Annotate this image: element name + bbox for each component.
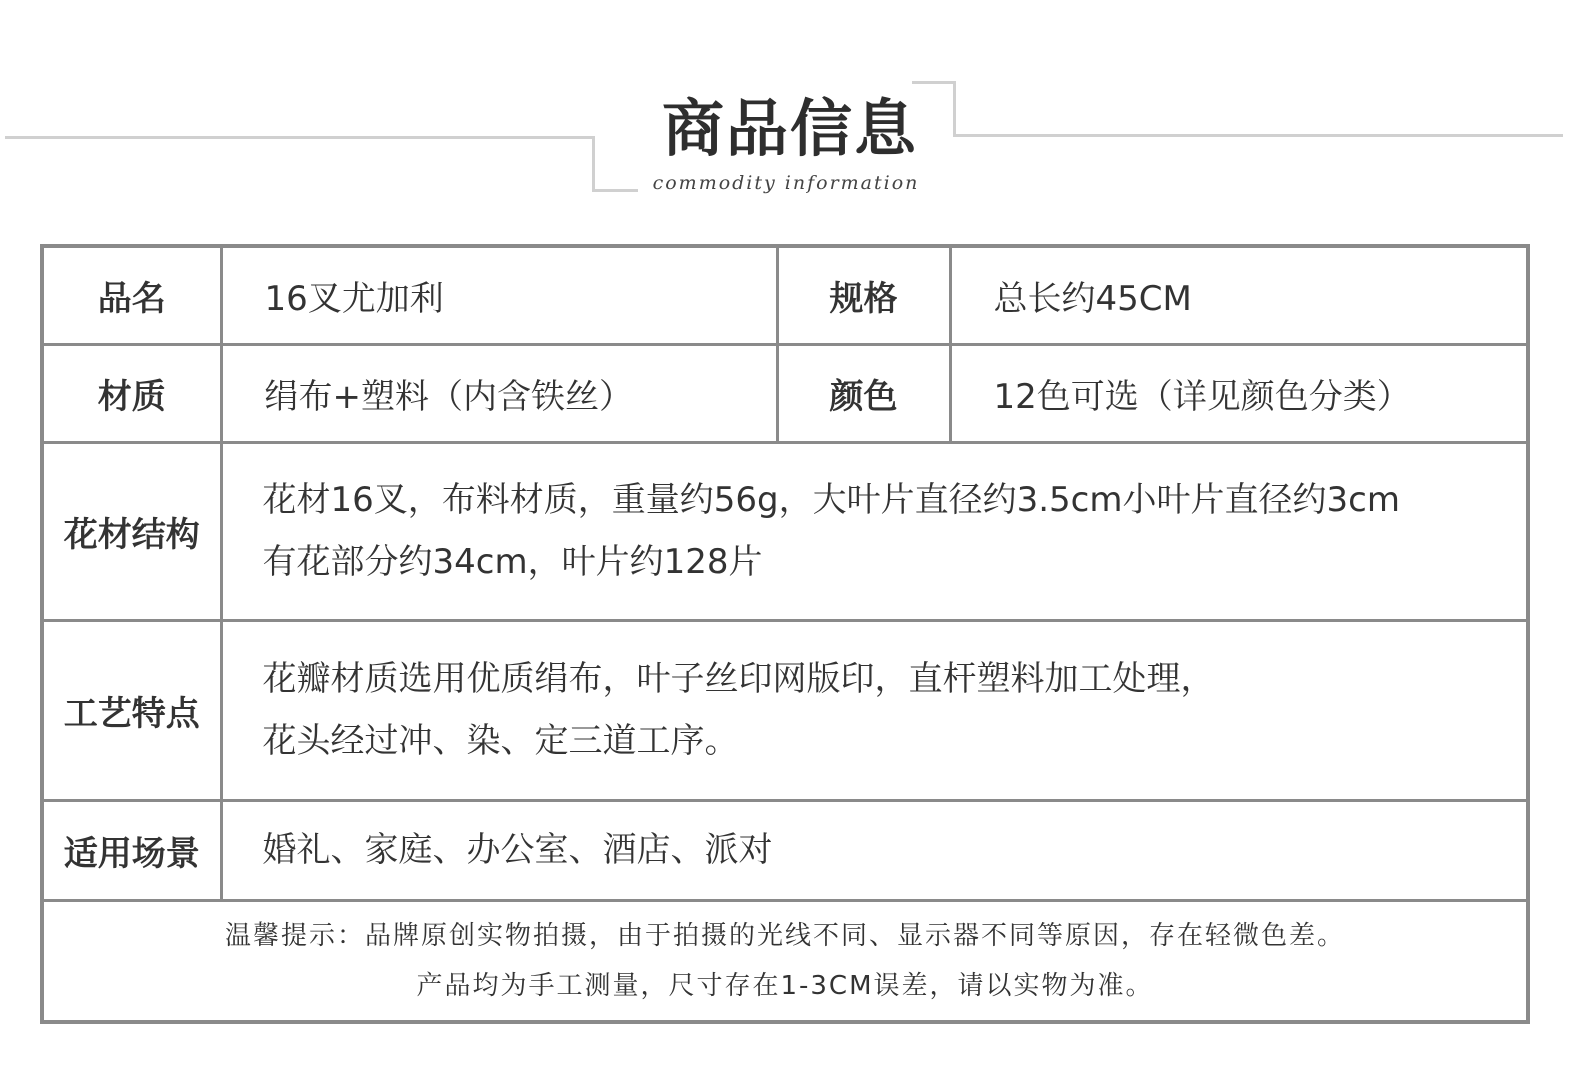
craft-label: 工艺特点 <box>42 620 221 800</box>
craft-line-1: 花瓣材质选用优质绢布，叶子丝印网版印，直杆塑料加工处理， <box>262 659 1215 699</box>
color-value: 12色可选（详见颜色分类） <box>950 344 1528 442</box>
spec-label: 规格 <box>777 246 950 344</box>
page-subtitle: commodity information <box>652 172 920 194</box>
table-row <box>42 442 1528 620</box>
spec-value: 总长约45CM <box>950 246 1528 344</box>
name-label: 品名 <box>42 246 221 344</box>
material-value: 绢布+塑料（内含铁丝） <box>221 344 777 442</box>
page-title: 商品信息 <box>661 92 918 165</box>
structure-label: 花材结构 <box>42 442 221 620</box>
structure-line-1: 花材16叉，布料材质，重量约56g，大叶片直径约3.5cm小叶片直径约3cm <box>262 480 1400 520</box>
name-value: 16叉尤加利 <box>221 246 777 344</box>
header-rule-left-foot <box>592 189 638 192</box>
header-rule-right <box>953 134 1563 137</box>
material-label: 材质 <box>42 344 221 442</box>
color-label: 颜色 <box>777 344 950 442</box>
table-row <box>42 800 1528 900</box>
scene-label: 适用场景 <box>42 800 221 900</box>
notice <box>42 900 1528 1022</box>
scene-value: 婚礼、家庭、办公室、酒店、派对 <box>221 800 1528 900</box>
table-row <box>42 620 1528 800</box>
product-info-table <box>40 244 1530 1024</box>
notice-line-1: 温馨提示：品牌原创实物拍摄，由于拍摄的光线不同、显示器不同等原因，存在轻微色差。 <box>224 920 1345 951</box>
header-rule-right-rise <box>953 81 956 137</box>
table-row <box>42 900 1528 1022</box>
header-rule-left <box>5 136 594 139</box>
structure-value <box>221 442 1528 620</box>
table-row <box>42 344 1528 442</box>
craft-line-2: 花头经过冲、染、定三道工序。 <box>262 721 739 761</box>
structure-line-2: 有花部分约34cm，叶片约128片 <box>262 542 763 582</box>
header-rule-right-top <box>912 81 956 84</box>
craft-value <box>221 620 1528 800</box>
table-row <box>42 246 1528 344</box>
notice-line-2: 产品均为手工测量，尺寸存在1-3CM误差，请以实物为准。 <box>416 970 1154 1001</box>
header-rule-left-drop <box>592 136 595 192</box>
